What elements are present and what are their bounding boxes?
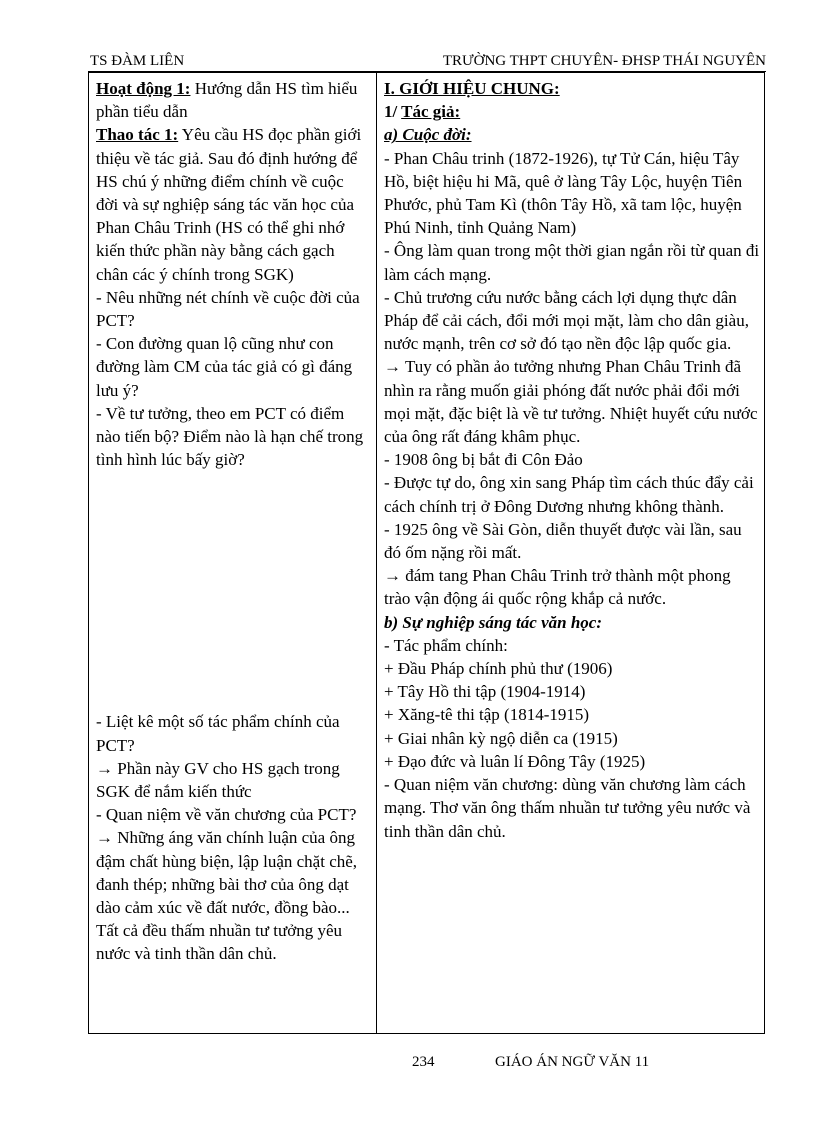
subsection-number: 1/ [384,102,402,122]
column-divider [376,73,377,1033]
work-4: + Giai nhân kỳ ngộ diễn ca (1915) [384,728,618,748]
question-works: - Liệt kê một số tác phẩm chính của PCT? [96,712,340,755]
step-label: Thao tác 1: [96,125,179,145]
subsection-heading [384,100,760,123]
step-1 [96,123,368,285]
life-item-2: - Ông làm quan trong một thời gian ngắn rồi từ quan đi làm cách mạng. [384,241,760,284]
activity-1 [96,77,368,123]
page-header [88,51,766,72]
career-heading: b) Sự nghiệp sáng tác văn học: [384,612,602,632]
life-item-3: - Chủ trương cứu nước bằng cách lợi dụng thực dân Pháp để cải cách, đổi mới mọi mặt, làm cho dân giàu, nước mạnh, trên cơ sở đó tạo nền độc lập quốc gia. [384,287,749,354]
life-item-6: - Được tự do, ông xin sang Pháp tìm cách thúc đẩy cải cách chính trị ở Đông Dương nhưng không thành. [384,473,754,516]
question-ideology: - Về tư tưởng, theo em PCT có điểm nào tiến bộ? Điểm nào là hạn chế trong tình hình lúc bấy giờ? [96,403,364,470]
spacer [96,471,368,710]
activity-label: Hoạt động 1: [96,79,191,98]
life-item-5: - 1908 ông bị bắt đi Côn Đảo [384,450,583,470]
teacher-activity-column [96,77,368,966]
question-life: - Nêu những nét chính về cuộc đời của PCT? [96,287,360,331]
work-1: + Đầu Pháp chính phủ thư (1906) [384,659,613,679]
works-intro: - Tác phẩm chính: [384,635,508,655]
life-item-4: → Tuy có phần ảo tưởng nhưng Phan Châu Trinh đã nhìn ra rằng muốn giải phóng đất nước phải đổi mới mọi mặt, đặc biệt là về tư tưởng. Nhiệt huyết cứu nước của ông rất đáng khâm phục. [384,357,758,447]
page-number: 234 [412,1054,435,1070]
footer-title: GIÁO ÁN NGỮ VĂN 11 [495,1054,650,1070]
life-item-1: - Phan Châu trinh (1872-1926), tự Tử Cán, hiệu Tây Hồ, biệt hiệu hi Mã, quê ở làng Tây Lộc, huyện Tiên Phước, phủ Tam Kì (thôn Tây Hồ, xã tam lộc, huyện Phú Ninh, tỉnh Quảng Nam) [384,148,743,238]
header-school: TRƯỜNG THPT CHUYÊN- ĐHSP THÁI NGUYÊN [442,53,766,69]
life-item-7: - 1925 ông về Sài Gòn, diễn thuyết được vài lần, sau đó ốm nặng rồi mất. [384,519,742,563]
work-5: + Đạo đức và luân lí Đông Tây (1925) [384,751,646,771]
subsection-label: Tác giả: [401,102,461,122]
header-author: TS ĐÀM LIÊN [90,53,185,69]
work-3: + Xăng-tê thi tập (1814-1915) [384,705,590,725]
step-text: Yêu cầu HS đọc phần giới thiệu về tác giả. Sau đó định hướng để HS chú ý những điểm chính về cuộc đời và sự nghiệp sáng tác văn học của Phan Châu Trinh (HS có thể ghi nhớ kiến thức phần này bằng cách gạch chân các ý chính trong SGK) [96,125,362,284]
question-career-path: - Con đường quan lộ cũng như con đường làm CM của tác giả có gì đáng lưu ý? [96,334,353,400]
lesson-table [88,72,765,1034]
section-heading: I. GIỚI HIỆU CHUNG: [384,79,560,98]
note-works: → Phần này GV cho HS gạch trong SGK để nắm kiến thức [96,758,340,802]
content-column [384,77,760,843]
literary-view: - Quan niệm văn chương: dùng văn chương làm cách mạng. Thơ văn ông thấm nhuần tư tưởng yêu nước và tinh thần dân chủ. [384,775,751,841]
work-2: + Tây Hồ thi tập (1904-1914) [384,682,586,702]
question-literary-view: - Quan niệm về văn chương của PCT? [96,805,357,825]
activity-text: Hướng dẫn HS tìm hiểu phần tiểu dẫn [96,79,358,122]
life-heading: a) Cuộc đời: [384,125,472,145]
note-literary-view: → Những áng văn chính luận của ông đậm chất hùng biện, lập luận chặt chẽ, đanh thép; những bài thơ của ông dạt dào cảm xúc về đất nước, đồng bào... Tất cả đều thấm nhuần tư tưởng yêu nước và tinh thần dân chủ. [96,828,358,964]
life-item-8: → đám tang Phan Châu Trinh trở thành một phong trào vận động ái quốc rộng khắp cả nước. [384,566,731,609]
